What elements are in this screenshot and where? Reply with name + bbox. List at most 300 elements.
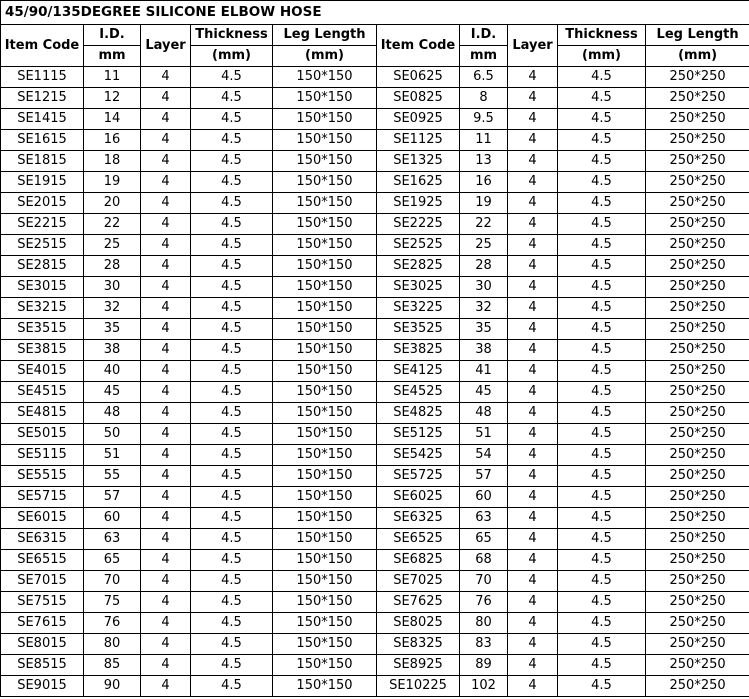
id-cell: 41 — [460, 361, 508, 382]
layer-cell: 4 — [141, 487, 191, 508]
item-code-cell: SE5425 — [377, 445, 460, 466]
thickness-cell: 4.5 — [558, 529, 646, 550]
item-code-cell: SE1925 — [377, 193, 460, 214]
item-code-cell: SE3525 — [377, 319, 460, 340]
item-code-cell: SE3825 — [377, 340, 460, 361]
item-code-cell: SE2825 — [377, 256, 460, 277]
item-code-cell: SE7025 — [377, 571, 460, 592]
thickness-cell: 4.5 — [558, 403, 646, 424]
layer-cell: 4 — [508, 403, 558, 424]
id-cell: 20 — [84, 193, 141, 214]
layer-cell: 4 — [508, 445, 558, 466]
layer-cell: 4 — [508, 109, 558, 130]
id-cell: 16 — [460, 172, 508, 193]
layer-cell: 4 — [508, 634, 558, 655]
id-cell: 19 — [460, 193, 508, 214]
thickness-cell: 4.5 — [191, 172, 273, 193]
leg-length-cell: 150*150 — [273, 382, 377, 403]
table-row — [1, 550, 749, 571]
id-cell: 83 — [460, 634, 508, 655]
leg-length-cell: 250*250 — [646, 319, 749, 340]
thickness-cell: 4.5 — [558, 466, 646, 487]
leg-length-cell: 250*250 — [646, 550, 749, 571]
thickness-cell: 4.5 — [558, 130, 646, 151]
header-thickness: Thickness — [191, 25, 273, 46]
leg-length-cell: 250*250 — [646, 424, 749, 445]
item-code-cell: SE4015 — [1, 361, 84, 382]
item-code-cell: SE7625 — [377, 592, 460, 613]
item-code-cell: SE6015 — [1, 508, 84, 529]
item-code-cell: SE7515 — [1, 592, 84, 613]
id-cell: 48 — [84, 403, 141, 424]
layer-cell: 4 — [141, 550, 191, 571]
thickness-cell: 4.5 — [558, 445, 646, 466]
table-row — [1, 151, 749, 172]
layer-cell: 4 — [508, 382, 558, 403]
thickness-cell: 4.5 — [191, 655, 273, 676]
leg-length-cell: 150*150 — [273, 361, 377, 382]
table-row — [1, 424, 749, 445]
thickness-cell: 4.5 — [191, 529, 273, 550]
id-cell: 16 — [84, 130, 141, 151]
item-code-cell: SE8015 — [1, 634, 84, 655]
id-cell: 63 — [460, 508, 508, 529]
thickness-cell: 4.5 — [558, 676, 646, 697]
layer-cell: 4 — [141, 88, 191, 109]
table-row — [1, 319, 749, 340]
leg-length-cell: 250*250 — [646, 613, 749, 634]
item-code-cell: SE6315 — [1, 529, 84, 550]
layer-cell: 4 — [141, 466, 191, 487]
thickness-cell: 4.5 — [191, 193, 273, 214]
item-code-cell: SE1615 — [1, 130, 84, 151]
item-code-cell: SE6325 — [377, 508, 460, 529]
leg-length-cell: 150*150 — [273, 193, 377, 214]
leg-length-cell: 250*250 — [646, 214, 749, 235]
item-code-cell: SE1215 — [1, 88, 84, 109]
layer-cell: 4 — [508, 256, 558, 277]
item-code-cell: SE4515 — [1, 382, 84, 403]
leg-length-cell: 150*150 — [273, 634, 377, 655]
leg-length-cell: 150*150 — [273, 550, 377, 571]
leg-length-cell: 150*150 — [273, 130, 377, 151]
table-row — [1, 508, 749, 529]
thickness-cell: 4.5 — [558, 172, 646, 193]
thickness-cell: 4.5 — [191, 424, 273, 445]
layer-cell: 4 — [508, 424, 558, 445]
id-cell: 22 — [84, 214, 141, 235]
item-code-cell: SE6825 — [377, 550, 460, 571]
id-cell: 40 — [84, 361, 141, 382]
table-row — [1, 88, 749, 109]
thickness-cell: 4.5 — [558, 550, 646, 571]
header-id: I.D. — [84, 25, 141, 46]
header-item-code: Item Code — [1, 25, 84, 67]
item-code-cell: SE3515 — [1, 319, 84, 340]
leg-length-cell: 150*150 — [273, 655, 377, 676]
layer-cell: 4 — [508, 361, 558, 382]
thickness-cell: 4.5 — [558, 151, 646, 172]
item-code-cell: SE6025 — [377, 487, 460, 508]
id-cell: 68 — [460, 550, 508, 571]
id-cell: 76 — [84, 613, 141, 634]
table-row — [1, 487, 749, 508]
layer-cell: 4 — [141, 571, 191, 592]
id-cell: 50 — [84, 424, 141, 445]
leg-length-cell: 250*250 — [646, 508, 749, 529]
id-cell: 65 — [84, 550, 141, 571]
item-code-cell: SE4125 — [377, 361, 460, 382]
thickness-cell: 4.5 — [191, 277, 273, 298]
layer-cell: 4 — [141, 193, 191, 214]
layer-cell: 4 — [508, 172, 558, 193]
leg-length-cell: 150*150 — [273, 403, 377, 424]
layer-cell: 4 — [141, 340, 191, 361]
table-row — [1, 235, 749, 256]
id-cell: 13 — [460, 151, 508, 172]
thickness-cell: 4.5 — [191, 676, 273, 697]
header-leg-length-unit: (mm) — [273, 46, 377, 67]
layer-cell: 4 — [141, 214, 191, 235]
id-cell: 38 — [460, 340, 508, 361]
item-code-cell: SE3815 — [1, 340, 84, 361]
table-row — [1, 256, 749, 277]
leg-length-cell: 150*150 — [273, 466, 377, 487]
id-cell: 12 — [84, 88, 141, 109]
item-code-cell: SE2525 — [377, 235, 460, 256]
thickness-cell: 4.5 — [558, 592, 646, 613]
leg-length-cell: 150*150 — [273, 235, 377, 256]
table-row — [1, 592, 749, 613]
layer-cell: 4 — [141, 151, 191, 172]
layer-cell: 4 — [141, 403, 191, 424]
layer-cell: 4 — [141, 130, 191, 151]
leg-length-cell: 150*150 — [273, 592, 377, 613]
thickness-cell: 4.5 — [191, 298, 273, 319]
id-cell: 80 — [460, 613, 508, 634]
leg-length-cell: 150*150 — [273, 571, 377, 592]
item-code-cell: SE8515 — [1, 655, 84, 676]
id-cell: 11 — [460, 130, 508, 151]
leg-length-cell: 150*150 — [273, 67, 377, 88]
leg-length-cell: 150*150 — [273, 277, 377, 298]
layer-cell: 4 — [141, 67, 191, 88]
table-row — [1, 361, 749, 382]
item-code-cell: SE1625 — [377, 172, 460, 193]
item-code-cell: SE8025 — [377, 613, 460, 634]
thickness-cell: 4.5 — [558, 340, 646, 361]
item-code-cell: SE4815 — [1, 403, 84, 424]
layer-cell: 4 — [141, 319, 191, 340]
item-code-cell: SE2815 — [1, 256, 84, 277]
layer-cell: 4 — [141, 298, 191, 319]
leg-length-cell: 150*150 — [273, 256, 377, 277]
id-cell: 60 — [460, 487, 508, 508]
id-cell: 22 — [460, 214, 508, 235]
table-body — [1, 67, 749, 697]
item-code-cell: SE1325 — [377, 151, 460, 172]
layer-cell: 4 — [508, 235, 558, 256]
id-cell: 48 — [460, 403, 508, 424]
leg-length-cell: 250*250 — [646, 88, 749, 109]
leg-length-cell: 250*250 — [646, 529, 749, 550]
id-cell: 25 — [460, 235, 508, 256]
id-cell: 75 — [84, 592, 141, 613]
item-code-cell: SE2215 — [1, 214, 84, 235]
thickness-cell: 4.5 — [191, 382, 273, 403]
layer-cell: 4 — [508, 571, 558, 592]
leg-length-cell: 150*150 — [273, 298, 377, 319]
table-row — [1, 277, 749, 298]
thickness-cell: 4.5 — [191, 361, 273, 382]
leg-length-cell: 250*250 — [646, 466, 749, 487]
id-cell: 11 — [84, 67, 141, 88]
thickness-cell: 4.5 — [191, 67, 273, 88]
leg-length-cell: 150*150 — [273, 424, 377, 445]
leg-length-cell: 250*250 — [646, 277, 749, 298]
item-code-cell: SE5515 — [1, 466, 84, 487]
id-cell: 28 — [460, 256, 508, 277]
layer-cell: 4 — [508, 466, 558, 487]
table-row — [1, 298, 749, 319]
item-code-cell: SE6525 — [377, 529, 460, 550]
thickness-cell: 4.5 — [191, 256, 273, 277]
thickness-cell: 4.5 — [191, 613, 273, 634]
thickness-cell: 4.5 — [191, 214, 273, 235]
layer-cell: 4 — [141, 508, 191, 529]
thickness-cell: 4.5 — [558, 319, 646, 340]
leg-length-cell: 150*150 — [273, 172, 377, 193]
id-cell: 102 — [460, 676, 508, 697]
header-layer: Layer — [508, 25, 558, 67]
layer-cell: 4 — [508, 676, 558, 697]
id-cell: 76 — [460, 592, 508, 613]
table-row — [1, 655, 749, 676]
layer-cell: 4 — [141, 361, 191, 382]
id-cell: 63 — [84, 529, 141, 550]
leg-length-cell: 150*150 — [273, 676, 377, 697]
layer-cell: 4 — [141, 613, 191, 634]
id-cell: 80 — [84, 634, 141, 655]
leg-length-cell: 250*250 — [646, 655, 749, 676]
id-cell: 45 — [84, 382, 141, 403]
layer-cell: 4 — [141, 529, 191, 550]
item-code-cell: SE6515 — [1, 550, 84, 571]
id-cell: 28 — [84, 256, 141, 277]
table-row — [1, 676, 749, 697]
thickness-cell: 4.5 — [558, 193, 646, 214]
item-code-cell: SE3025 — [377, 277, 460, 298]
header-leg-length: Leg Length — [273, 25, 377, 46]
id-cell: 9.5 — [460, 109, 508, 130]
thickness-cell: 4.5 — [191, 340, 273, 361]
leg-length-cell: 150*150 — [273, 445, 377, 466]
item-code-cell: SE2225 — [377, 214, 460, 235]
item-code-cell: SE5015 — [1, 424, 84, 445]
table-row — [1, 172, 749, 193]
thickness-cell: 4.5 — [191, 466, 273, 487]
id-cell: 25 — [84, 235, 141, 256]
layer-cell: 4 — [141, 277, 191, 298]
thickness-cell: 4.5 — [558, 235, 646, 256]
thickness-cell: 4.5 — [191, 550, 273, 571]
id-cell: 55 — [84, 466, 141, 487]
layer-cell: 4 — [141, 109, 191, 130]
header-id-unit: mm — [460, 46, 508, 67]
id-cell: 8 — [460, 88, 508, 109]
table-title: 45/90/135DEGREE SILICONE ELBOW HOSE — [1, 1, 749, 25]
thickness-cell: 4.5 — [191, 571, 273, 592]
leg-length-cell: 150*150 — [273, 487, 377, 508]
leg-length-cell: 250*250 — [646, 151, 749, 172]
table-row — [1, 193, 749, 214]
item-code-cell: SE5115 — [1, 445, 84, 466]
leg-length-cell: 250*250 — [646, 571, 749, 592]
leg-length-cell: 150*150 — [273, 529, 377, 550]
id-cell: 90 — [84, 676, 141, 697]
item-code-cell: SE1915 — [1, 172, 84, 193]
thickness-cell: 4.5 — [558, 298, 646, 319]
thickness-cell: 4.5 — [558, 361, 646, 382]
table-row — [1, 634, 749, 655]
leg-length-cell: 150*150 — [273, 109, 377, 130]
table-row — [1, 382, 749, 403]
layer-cell: 4 — [508, 67, 558, 88]
thickness-cell: 4.5 — [191, 592, 273, 613]
item-code-cell: SE4525 — [377, 382, 460, 403]
item-code-cell: SE1125 — [377, 130, 460, 151]
thickness-cell: 4.5 — [558, 277, 646, 298]
leg-length-cell: 250*250 — [646, 634, 749, 655]
table-row — [1, 445, 749, 466]
table-row — [1, 130, 749, 151]
leg-length-cell: 250*250 — [646, 109, 749, 130]
layer-cell: 4 — [508, 529, 558, 550]
leg-length-cell: 250*250 — [646, 592, 749, 613]
id-cell: 30 — [460, 277, 508, 298]
id-cell: 6.5 — [460, 67, 508, 88]
item-code-cell: SE4825 — [377, 403, 460, 424]
layer-cell: 4 — [508, 340, 558, 361]
item-code-cell: SE3215 — [1, 298, 84, 319]
thickness-cell: 4.5 — [558, 508, 646, 529]
leg-length-cell: 250*250 — [646, 340, 749, 361]
layer-cell: 4 — [141, 592, 191, 613]
id-cell: 32 — [460, 298, 508, 319]
leg-length-cell: 250*250 — [646, 130, 749, 151]
leg-length-cell: 250*250 — [646, 235, 749, 256]
id-cell: 57 — [460, 466, 508, 487]
layer-cell: 4 — [141, 676, 191, 697]
id-cell: 38 — [84, 340, 141, 361]
header-id: I.D. — [460, 25, 508, 46]
thickness-cell: 4.5 — [191, 487, 273, 508]
header-layer: Layer — [141, 25, 191, 67]
table-row — [1, 466, 749, 487]
thickness-cell: 4.5 — [558, 571, 646, 592]
layer-cell: 4 — [508, 613, 558, 634]
item-code-cell: SE3015 — [1, 277, 84, 298]
layer-cell: 4 — [141, 235, 191, 256]
item-code-cell: SE7615 — [1, 613, 84, 634]
thickness-cell: 4.5 — [558, 109, 646, 130]
id-cell: 70 — [84, 571, 141, 592]
table-row — [1, 529, 749, 550]
id-cell: 45 — [460, 382, 508, 403]
leg-length-cell: 250*250 — [646, 382, 749, 403]
thickness-cell: 4.5 — [191, 130, 273, 151]
id-cell: 14 — [84, 109, 141, 130]
layer-cell: 4 — [508, 193, 558, 214]
leg-length-cell: 250*250 — [646, 361, 749, 382]
id-cell: 30 — [84, 277, 141, 298]
item-code-cell: SE8325 — [377, 634, 460, 655]
header-thickness: Thickness — [558, 25, 646, 46]
thickness-cell: 4.5 — [558, 487, 646, 508]
thickness-cell: 4.5 — [191, 88, 273, 109]
header-thickness-unit: (mm) — [558, 46, 646, 67]
item-code-cell: SE0925 — [377, 109, 460, 130]
id-cell: 35 — [84, 319, 141, 340]
thickness-cell: 4.5 — [558, 382, 646, 403]
layer-cell: 4 — [508, 151, 558, 172]
leg-length-cell: 250*250 — [646, 193, 749, 214]
leg-length-cell: 250*250 — [646, 67, 749, 88]
table-row — [1, 613, 749, 634]
id-cell: 60 — [84, 508, 141, 529]
thickness-cell: 4.5 — [558, 655, 646, 676]
header-thickness-unit: (mm) — [191, 46, 273, 67]
layer-cell: 4 — [141, 382, 191, 403]
header-item-code: Item Code — [377, 25, 460, 67]
layer-cell: 4 — [508, 277, 558, 298]
item-code-cell: SE1815 — [1, 151, 84, 172]
leg-length-cell: 150*150 — [273, 214, 377, 235]
table-row — [1, 340, 749, 361]
table-row — [1, 571, 749, 592]
id-cell: 51 — [460, 424, 508, 445]
leg-length-cell: 250*250 — [646, 487, 749, 508]
item-code-cell: SE3225 — [377, 298, 460, 319]
id-cell: 51 — [84, 445, 141, 466]
thickness-cell: 4.5 — [191, 109, 273, 130]
leg-length-cell: 150*150 — [273, 319, 377, 340]
layer-cell: 4 — [141, 655, 191, 676]
id-cell: 85 — [84, 655, 141, 676]
leg-length-cell: 150*150 — [273, 88, 377, 109]
leg-length-cell: 150*150 — [273, 613, 377, 634]
layer-cell: 4 — [508, 655, 558, 676]
leg-length-cell: 150*150 — [273, 508, 377, 529]
leg-length-cell: 150*150 — [273, 151, 377, 172]
item-code-cell: SE9015 — [1, 676, 84, 697]
layer-cell: 4 — [508, 592, 558, 613]
table-row — [1, 214, 749, 235]
item-code-cell: SE2015 — [1, 193, 84, 214]
id-cell: 70 — [460, 571, 508, 592]
thickness-cell: 4.5 — [191, 634, 273, 655]
leg-length-cell: 250*250 — [646, 298, 749, 319]
leg-length-cell: 250*250 — [646, 256, 749, 277]
id-cell: 35 — [460, 319, 508, 340]
item-code-cell: SE5725 — [377, 466, 460, 487]
thickness-cell: 4.5 — [558, 214, 646, 235]
thickness-cell: 4.5 — [191, 151, 273, 172]
item-code-cell: SE10225 — [377, 676, 460, 697]
table-row — [1, 403, 749, 424]
layer-cell: 4 — [508, 88, 558, 109]
thickness-cell: 4.5 — [191, 235, 273, 256]
